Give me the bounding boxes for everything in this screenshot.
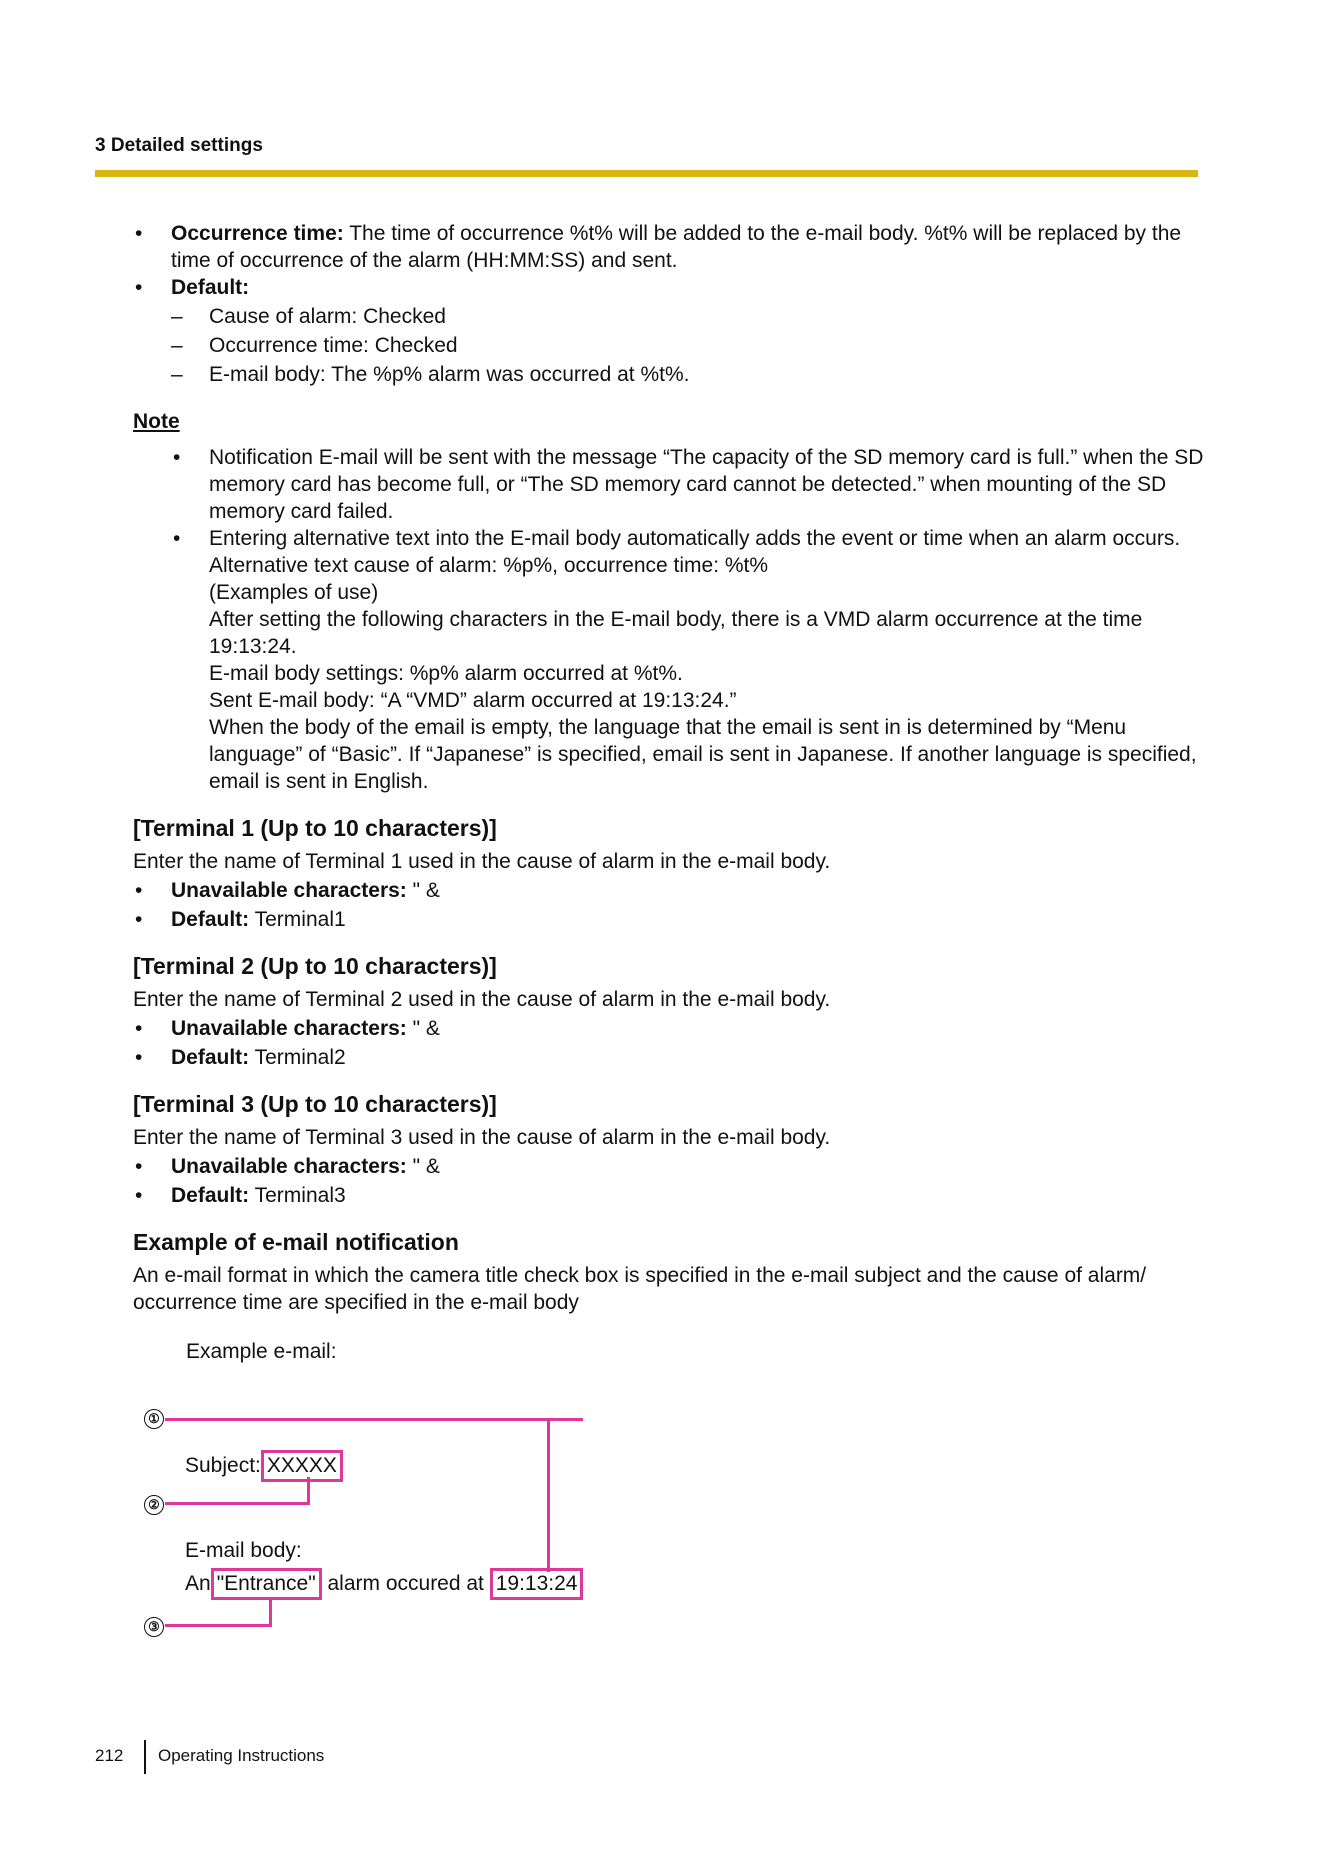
- list-item: • Occurrence time: The time of occurrence %t% will be added to the e-mail body. %t% will be replaced by the time of occurrence of the alarm (HH:MM:SS) and sent.: [133, 220, 1208, 274]
- section-description: Enter the name of Terminal 3 used in the cause of alarm in the e-mail body.: [133, 1126, 831, 1149]
- example-description: An e-mail format in which the camera title check box is specified in the e-mail subject and the cause of alarm/ occurrence time are specified in the e-mail body: [133, 1264, 1147, 1314]
- list-item: • Default: Terminal3: [133, 1182, 1208, 1209]
- section-description: Enter the name of Terminal 1 used in the cause of alarm in the e-mail body.: [133, 850, 831, 873]
- connector-line-3: [165, 1624, 272, 1627]
- header-rule: [95, 170, 1198, 177]
- page-content: [133, 220, 1208, 1365]
- intro-bullets: [133, 220, 1208, 388]
- page-number: 212: [95, 1746, 124, 1765]
- alarm-time-highlight: 19:13:24: [490, 1568, 584, 1600]
- list-item: • Unavailable characters: " &: [133, 1153, 1208, 1180]
- alarm-cause-highlight: "Entrance": [211, 1568, 322, 1600]
- connector-line-2: [165, 1502, 310, 1505]
- list-item: • Entering alternative text into the E-mail body automatically adds the event or time when an alarm occurs. Alternative text cause of alarm: %p%, occurrence time: %t% (Examples of use) After setting the following characters in the E-mail body, there is a VMD alarm occurrence at the time 19:13:24. E-mail body settings: %p% alarm occurred at %t%. Sent E-mail body: “A “VMD” alarm occurred at 19:13:24.” When the body of the email is empty, the language that the email is sent in is determined by “Menu language” of “Basic”. If “Japanese” is specified, email is sent in Japanese. If another language is specified, email is sent in English.: [171, 525, 1208, 795]
- example-heading: Example of e-mail notification: [133, 1229, 459, 1255]
- marker-1-icon: ①: [144, 1409, 164, 1429]
- connector-line-3-vertical: [269, 1600, 272, 1626]
- email-body-text: An "Entrance" alarm occured at 19:13:24: [185, 1568, 583, 1600]
- note-list: [171, 444, 1208, 795]
- list-item: • Unavailable characters: " &: [133, 877, 1208, 904]
- connector-line-1-vertical: [547, 1418, 550, 1572]
- section-heading: [Terminal 2 (Up to 10 characters)]: [133, 953, 497, 979]
- list-item: – E-mail body: The %p% alarm was occurred at %t%.: [171, 361, 1208, 388]
- subject-value-highlight: XXXXX: [261, 1450, 343, 1482]
- section-heading: [Terminal 3 (Up to 10 characters)]: [133, 1091, 497, 1117]
- list-item: • Default: Terminal1: [133, 906, 1208, 933]
- marker-2-icon: ②: [144, 1495, 164, 1515]
- document-title: Operating Instructions: [158, 1746, 325, 1765]
- list-item: – Occurrence time: Checked: [171, 332, 1208, 359]
- list-item: • Default: – Cause of alarm: Checked – Occurrence time: Checked – E-mail body: The %p% alarm was occurred at %t%.: [133, 274, 1208, 388]
- defaults-list: [133, 303, 1208, 388]
- page-header-title: 3 Detailed settings: [95, 135, 263, 156]
- email-subject: Subject: XXXXX: [185, 1450, 343, 1482]
- terminal-3-section: [133, 1091, 1208, 1209]
- note-title: Note: [133, 410, 180, 433]
- footer-divider: [144, 1740, 146, 1774]
- list-item: – Cause of alarm: Checked: [171, 303, 1208, 330]
- section-heading: [Terminal 1 (Up to 10 characters)]: [133, 815, 497, 841]
- list-item: • Notification E-mail will be sent with the message “The capacity of the SD memory card is full.” when the SD memory card has become full, or “The SD memory card cannot be detected.” when mounting of the SD memory card failed.: [171, 444, 1208, 525]
- email-example-diagram: [133, 1400, 653, 1650]
- section-description: Enter the name of Terminal 2 used in the cause of alarm in the e-mail body.: [133, 988, 831, 1011]
- connector-line-1: [165, 1418, 583, 1421]
- marker-3-icon: ③: [144, 1617, 164, 1637]
- list-item: • Unavailable characters: " &: [133, 1015, 1208, 1042]
- example-label: Example e-mail:: [186, 1340, 337, 1363]
- email-body-label: E-mail body:: [185, 1539, 302, 1562]
- terminal-1-section: [133, 815, 1208, 933]
- terminal-2-section: [133, 953, 1208, 1071]
- list-item: • Default: Terminal2: [133, 1044, 1208, 1071]
